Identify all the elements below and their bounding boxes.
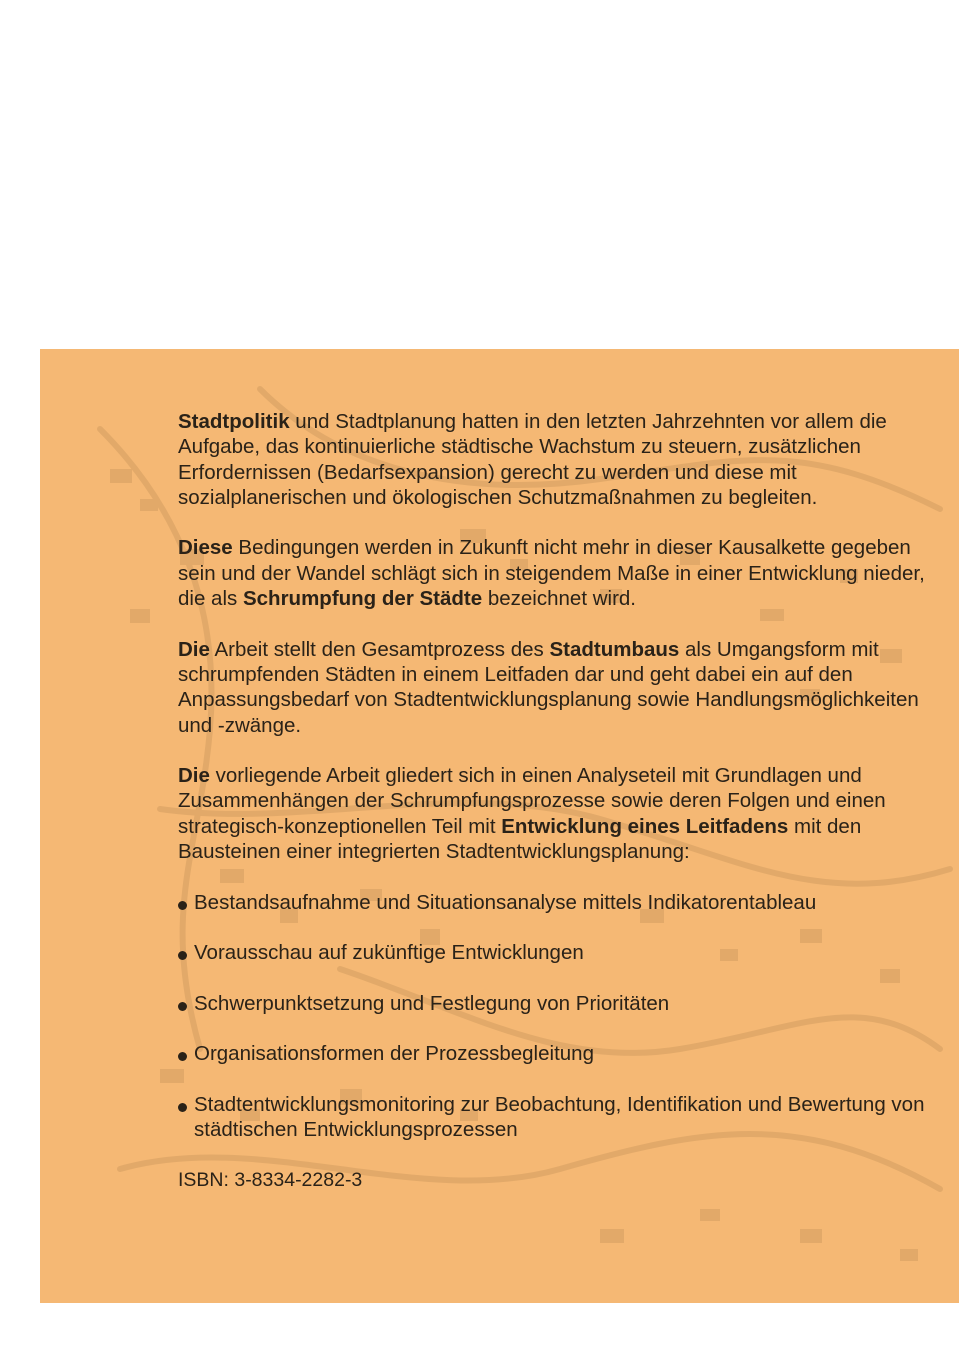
list-item: Bestandsaufnahme und Situationsanalyse mittels Indikatorentableau bbox=[178, 890, 928, 915]
isbn-number: ISBN: 3-8334-2282-3 bbox=[178, 1168, 363, 1191]
bullet-dot-icon bbox=[178, 1103, 187, 1112]
bausteine-list bbox=[178, 890, 928, 1143]
bullet-dot-icon bbox=[178, 1052, 187, 1061]
paragraph-bedingungen: Diese Bedingungen werden in Zukunft nicht mehr in dieser Kausalkette gegeben sein und der Wandel schlägt sich in steigendem Maße in einer Entwicklung nieder, die als Schrumpfung der Städte bezeichnet wird. bbox=[178, 536, 925, 611]
back-cover-panel bbox=[40, 349, 959, 1303]
bullet-dot-icon bbox=[178, 1002, 187, 1011]
paragraph-gliederung: Die vorliegende Arbeit gliedert sich in einen Analyseteil mit Grundlagen und Zusammenhängen der Schrumpfungsprozesse sowie deren Folgen und einen strategisch-konzeptionellen Teil mit Entwicklung eines Leitfadens mit den Bausteinen einer integrierten Stadtentwicklungsplanung: bbox=[178, 764, 886, 864]
list-item: Organisationsformen der Prozessbegleitung bbox=[178, 1041, 928, 1066]
list-item: Schwerpunktsetzung und Festlegung von Prioritäten bbox=[178, 991, 928, 1016]
list-item: Stadtentwicklungsmonitoring zur Beobachtung, Identifikation und Bewertung von städtischen Entwicklungsprozessen bbox=[178, 1092, 928, 1143]
cover-text bbox=[178, 409, 928, 1193]
bullet-dot-icon bbox=[178, 901, 187, 910]
paragraph-stadtpolitik: Stadtpolitik und Stadtplanung hatten in den letzten Jahrzehnten vor allem die Aufgabe, das kontinuierliche städtische Wachstum zu steuern, zusätzlichen Erfordernissen (Bedarfsexpansion) gerecht zu werden und diese mit sozialplanerischen und ökologischen Schutzmaßnahmen zu begleiten. bbox=[178, 410, 887, 509]
paragraph-stadtumbau: Die Arbeit stellt den Gesamtprozess des Stadtumbaus als Umgangsform mit schrumpfenden Städten in einem Leitfaden dar und geht dabei ein auf den Anpassungsbedarf von Stadtentwicklungsplanung sowie Handlungsmöglichkeiten und -zwänge. bbox=[178, 637, 919, 737]
bullet-dot-icon bbox=[178, 951, 187, 960]
list-item: Vorausschau auf zukünftige Entwicklungen bbox=[178, 940, 928, 965]
